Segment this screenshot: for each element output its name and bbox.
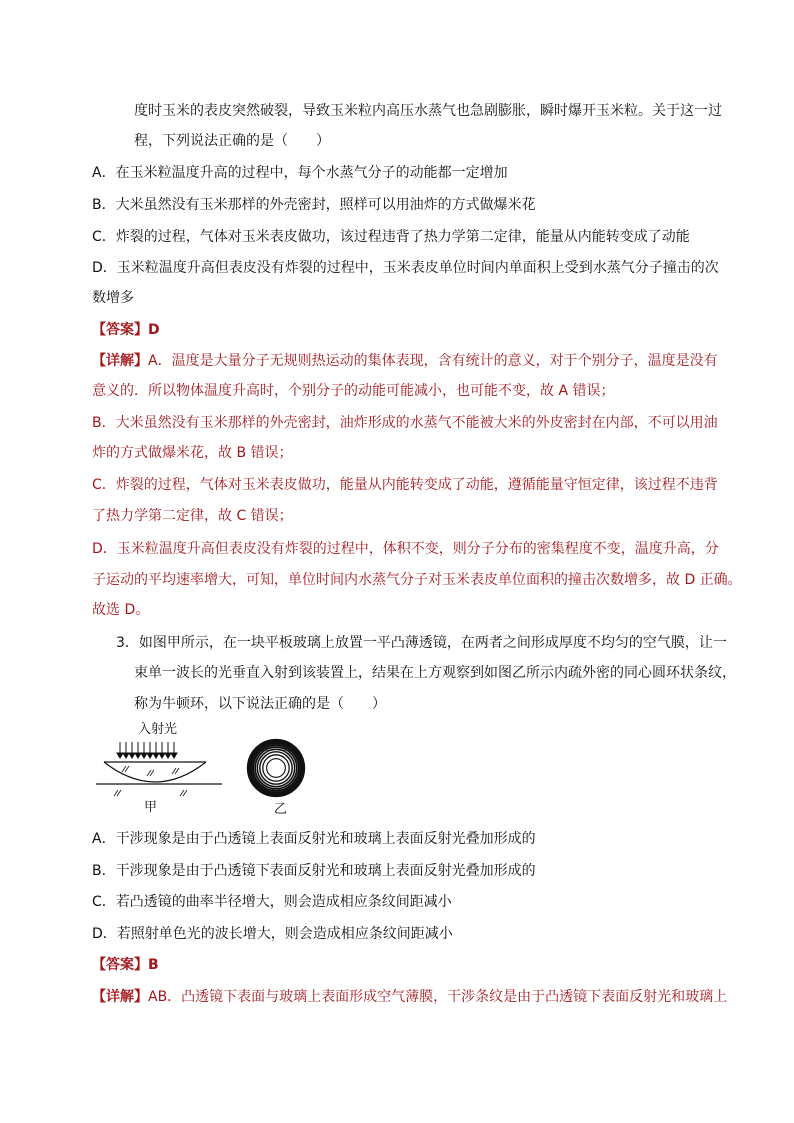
figure-jia-label: 甲 (144, 800, 158, 815)
q2-answer (92, 320, 160, 340)
q3-option-c: C．若凸透镜的曲率半径增大，则会造成相应条纹间距减小 (92, 894, 452, 910)
q3-detail-line-1 (92, 987, 727, 1007)
incident-arrows-icon (117, 742, 177, 758)
q3-option-b: B．干涉现象是由于凸透镜下表面反射光和玻璃上表面反射光叠加形成的 (92, 863, 536, 879)
q2-option-b: B．大米虽然没有玉米那样的外壳密封，照样可以用油炸的方式做爆米花 (92, 197, 536, 213)
newton-ring (248, 740, 304, 796)
newton-ring (267, 759, 286, 778)
answer-tag: 【答案】 (92, 957, 148, 973)
incident-light-label: 入射光 (138, 722, 178, 737)
newton-ring (251, 743, 300, 792)
detail-text: AB．凸透镜下表面与玻璃上表面形成空气薄膜，干涉条纹是由于凸透镜下表面反射光和玻璃上 (148, 989, 728, 1005)
q3-stem-line-1: 3．如图甲所示，在一块平板玻璃上放置一平凸薄透镜，在两者之间形成厚度不均匀的空气膜，让一 (116, 635, 727, 651)
newton-rings-icon (246, 738, 306, 798)
q3-option-d: D．若照射单色光的波长增大，则会造成相应条纹间距减小 (92, 926, 453, 942)
q2-stem-line-1: 度时玉米的表皮突然破裂，导致玉米粒内高压水蒸气也急剧膨胀，瞬时爆开玉米粒。关于这一过 (134, 103, 722, 119)
figure-yi (246, 738, 306, 826)
q2-detail-line-8: 子运动的平均速率增大，可知，单位时间内水蒸气分子对玉米表皮单位面积的撞击次数增多，故 D 正确。 (92, 572, 742, 588)
newton-ring (255, 747, 297, 789)
answer-value: B (148, 957, 159, 973)
q2-option-c: C．炸裂的过程，气体对玉米表皮做功，该过程违背了热力学第二定律，能量从内能转变成了动能 (92, 229, 690, 245)
q2-detail-line-2: 意义的．所以物体温度升高时，个别分子的动能可能减小，也可能不变，故 A 错误； (92, 383, 615, 399)
q3-stem-line-2: 束单一波长的光垂直入射到该装置上，结果在上方观察到如图乙所示内疏外密的同心圆环状条纹， (134, 665, 736, 681)
detail-text: A．温度是大量分子无规则热运动的集体表现，含有统计的意义，对于个别分子，温度是没有 (148, 353, 718, 369)
detail-tag: 【详解】 (92, 989, 148, 1005)
q2-detail-line-4: 炸的方式做爆米花，故 B 错误； (92, 445, 293, 461)
newton-ring (260, 752, 292, 784)
q2-detail-line-6: 了热力学第二定律，故 C 错误； (92, 508, 293, 524)
q2-detail-line-1 (92, 351, 718, 371)
q2-detail-line-3: B．大米虽然没有玉米那样的外壳密封，油炸形成的水蒸气不能被大米的外皮密封在内部，不可以用油 (92, 415, 718, 431)
q3-option-a: A．干涉现象是由于凸透镜上表面反射光和玻璃上表面反射光叠加形成的 (92, 831, 536, 847)
q3-stem-line-3: 称为牛顿环，以下说法正确的是（ ） (134, 696, 386, 712)
detail-tag: 【详解】 (92, 353, 148, 369)
q2-option-a: A．在玉米粒温度升高的过程中，每个水蒸气分子的动能都一定增加 (92, 165, 508, 181)
figure-yi-label: 乙 (274, 802, 288, 817)
q2-option-d-cont: 数增多 (92, 290, 134, 306)
q2-detail-line-7: D．玉米粒温度升高但表皮没有炸裂的过程中，体积不变，则分子分布的密集程度不变，温度升高，分 (92, 541, 719, 557)
q2-stem-line-2: 程，下列说法正确的是（ ） (134, 133, 330, 149)
q2-option-d: D．玉米粒温度升高但表皮没有炸裂的过程中，玉米表皮单位时间内单面积上受到水蒸气分子撞击的次 (92, 260, 719, 276)
q2-detail-line-9: 故选 D。 (92, 602, 150, 618)
figure-jia (92, 720, 232, 820)
answer-value: D (148, 322, 160, 338)
q2-detail-line-5: C．炸裂的过程，气体对玉米表皮做功，能量从内能转变成了动能，遵循能量守恒定律，该过程不违背 (92, 477, 718, 493)
answer-tag: 【答案】 (92, 322, 148, 338)
q3-answer (92, 955, 159, 975)
